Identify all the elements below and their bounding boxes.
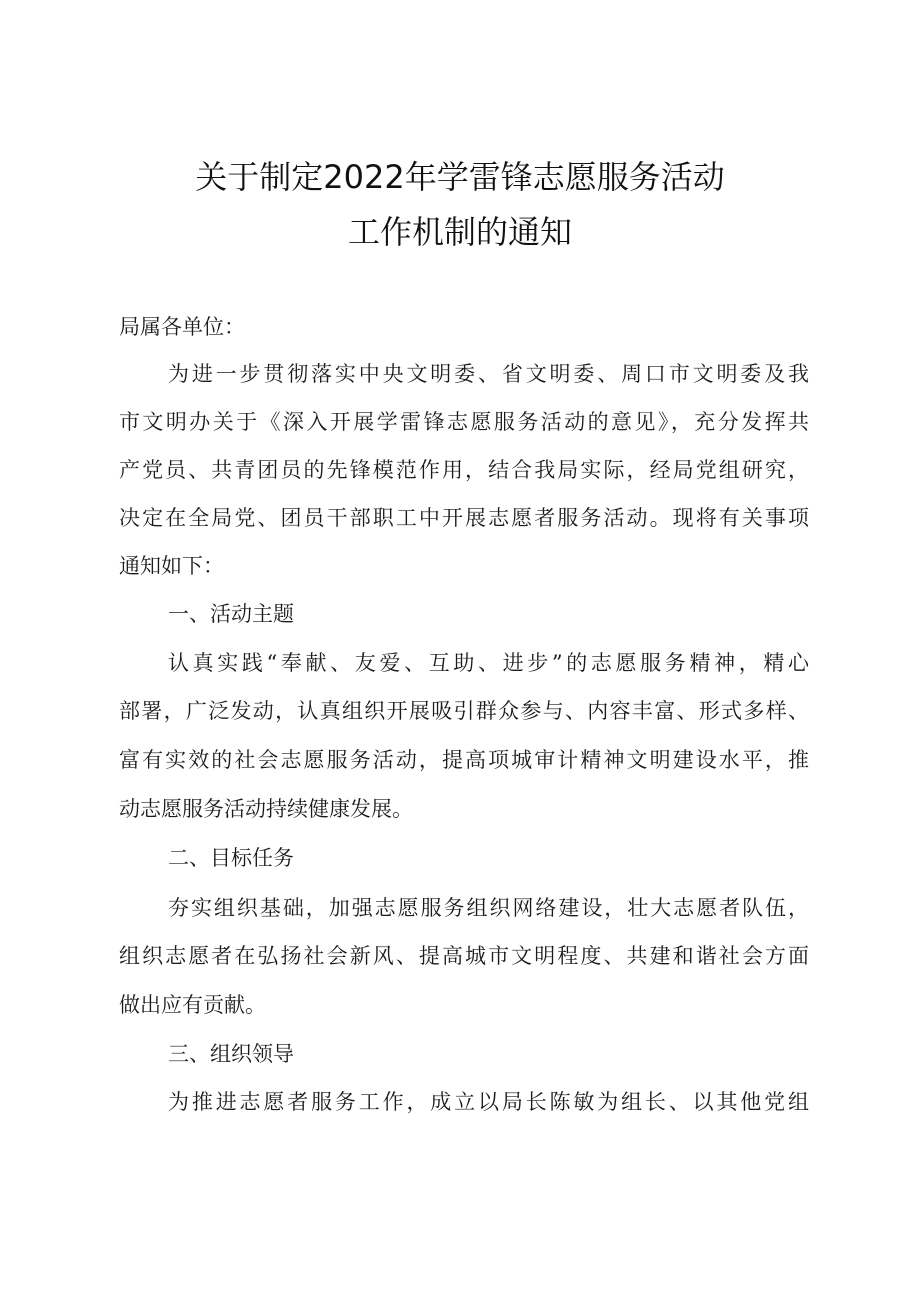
- section-1-heading: 一、活动主题: [168, 602, 294, 626]
- paragraph-3-line: 组织志愿者在弘扬社会新风、提高城市文明程度、共建和谐社会方面: [119, 944, 809, 968]
- paragraph-2-line: 认真实践“奉献、友爱、互助、进步”的志愿服务精神，精心: [168, 651, 809, 675]
- document-title-line-1: 关于制定2022年学雷锋志愿服务活动: [195, 158, 725, 196]
- paragraph-1-line: 决定在全局党、团员干部职工中开展志愿者服务活动。现将有关事项: [119, 506, 809, 530]
- section-2-heading: 二、目标任务: [168, 846, 294, 870]
- paragraph-3-line: 做出应有贡献。: [119, 993, 266, 1017]
- paragraph-1-line: 通知如下：: [119, 554, 224, 578]
- paragraph-2-line: 富有实效的社会志愿服务活动，提高项城审计精神文明建设水平，推: [119, 748, 809, 772]
- paragraph-2-line: 动志愿服务活动持续健康发展。: [119, 797, 413, 821]
- paragraph-1-line: 产党员、共青团员的先锋模范作用，结合我局实际，经局党组研究，: [119, 458, 809, 482]
- salutation: 局属各单位：: [119, 315, 245, 339]
- paragraph-2-line: 部署，广泛发动，认真组织开展吸引群众参与、内容丰富、形式多样、: [119, 699, 809, 723]
- paragraph-3-line: 夯实组织基础，加强志愿服务组织网络建设，壮大志愿者队伍，: [168, 896, 809, 920]
- paragraph-1-line: 市文明办关于《深入开展学雷锋志愿服务活动的意见》，充分发挥共: [119, 410, 809, 434]
- document-title-line-2: 工作机制的通知: [347, 213, 572, 251]
- paragraph-4-line: 为推进志愿者服务工作，成立以局长陈敏为组长、以其他党组: [168, 1090, 809, 1114]
- section-3-heading: 三、组织领导: [168, 1042, 294, 1066]
- paragraph-1-line: 为进一步贯彻落实中央文明委、省文明委、周口市文明委及我: [168, 362, 809, 386]
